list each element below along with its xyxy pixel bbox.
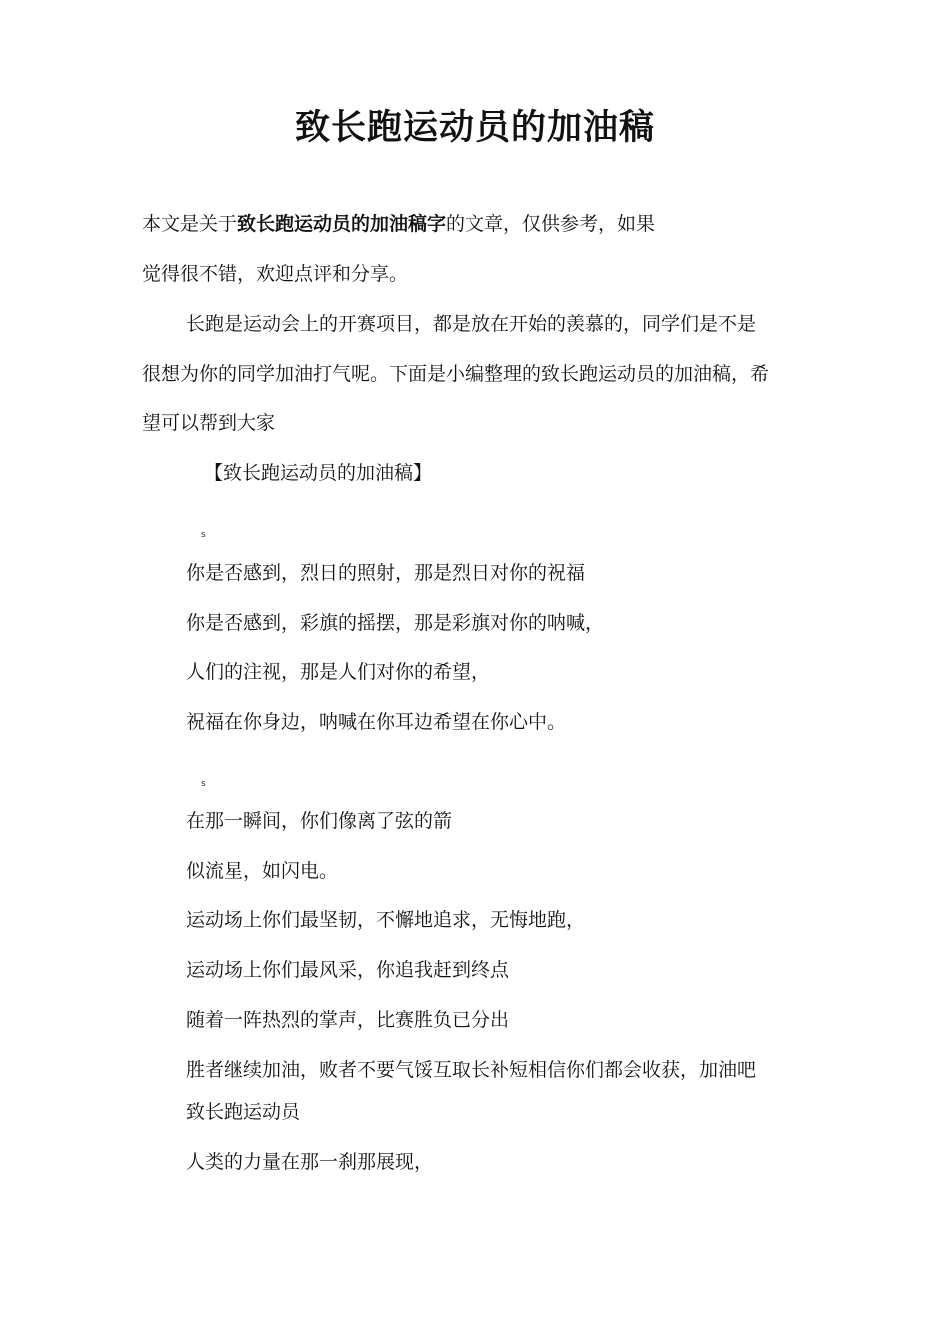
body-paragraph-line-2: 很想为你的同学加油打气呢。下面是小编整理的致长跑运动员的加油稿，希 <box>142 363 770 385</box>
page-title: 致长跑运动员的加油稿 <box>294 108 655 148</box>
verse-line: 祝福在你身边，呐喊在你耳边希望在你心中。 <box>186 711 567 733</box>
verse-line: 似流星，如闪电。 <box>186 860 339 882</box>
verse-line: 胜者继续加油，败者不要气馁互取长补短相信你们都会收获，加油吧 <box>186 1059 757 1081</box>
verse-line: 运动场上你们最风采，你追我赶到终点 <box>186 959 510 981</box>
intro-bold-keyword: 致长跑运动员的加油稿字 <box>237 213 447 235</box>
verse-line: 你是否感到，烈日的照射，那是烈日对你的祝福 <box>186 562 586 584</box>
intro-line-1 <box>142 211 655 237</box>
verse-line: 致长跑运动员 <box>186 1101 301 1123</box>
stanza-marker-1: s <box>201 530 206 540</box>
verse-line: 人们的注视，那是人们对你的希望， <box>186 661 491 683</box>
verse-line: 运动场上你们最坚韧，不懈地追求，无悔地跑， <box>186 909 586 931</box>
body-paragraph-line-1: 长跑是运动会上的开赛项目，都是放在开始的羡慕的，同学们是不是 <box>186 313 757 335</box>
verse-line: 在那一瞬间，你们像离了弦的箭 <box>186 810 453 832</box>
verse-line: 你是否感到，彩旗的摇摆，那是彩旗对你的呐喊， <box>186 612 605 634</box>
intro-line-2: 觉得很不错，欢迎点评和分享。 <box>142 263 409 285</box>
intro-suffix: 的文章，仅供参考，如果 <box>446 213 656 235</box>
verse-line: 随着一阵热烈的掌声，比赛胜负已分出 <box>186 1009 510 1031</box>
section-heading: 【致长跑运动员的加油稿】 <box>204 462 433 484</box>
body-paragraph-line-3: 望可以帮到大家 <box>142 412 276 434</box>
intro-prefix: 本文是关于 <box>142 213 238 235</box>
verse-line: 人类的力量在那一刹那展现， <box>186 1151 434 1173</box>
stanza-marker-2: s <box>201 779 206 789</box>
